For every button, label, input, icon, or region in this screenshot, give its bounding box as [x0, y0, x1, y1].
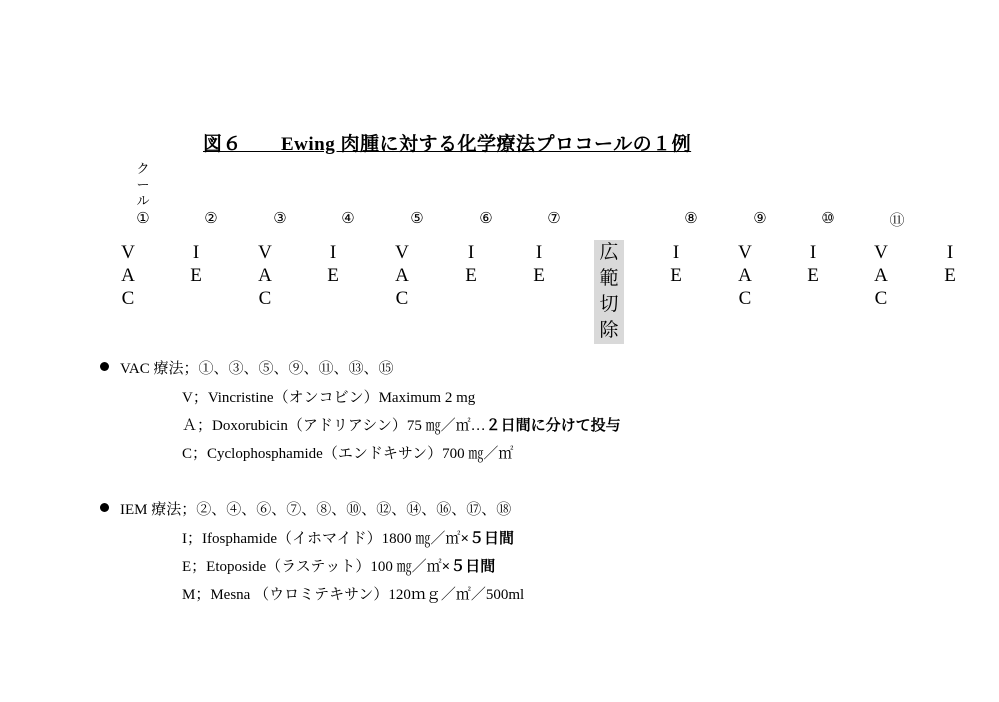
vac-a-line: [182, 414, 621, 435]
regimen-column-vac: [733, 241, 757, 310]
drug-letter: I: [672, 242, 680, 263]
course-number: ⑧: [684, 211, 698, 227]
surgery-char: 広: [599, 242, 619, 263]
drug-letter: I: [467, 242, 475, 263]
regimen-column-vac: [390, 241, 414, 310]
drug-letter: E: [670, 265, 682, 286]
iem-e-text: E；Etoposide（ラステット）100 ㎎／㎡: [182, 559, 442, 575]
wide-resection-block: [594, 240, 624, 344]
regimen-column-ie: [527, 241, 551, 287]
regimen-column-ie: [321, 241, 345, 287]
drug-letter: C: [121, 288, 135, 309]
drug-letter: I: [946, 242, 954, 263]
regimen-column-vac: [116, 241, 140, 310]
drug-letter: A: [121, 265, 135, 286]
drug-letter: A: [874, 265, 888, 286]
course-number: ⑩: [821, 211, 835, 227]
drug-letter: V: [121, 242, 135, 263]
course-number: ①: [136, 211, 150, 227]
course-number: ⑦: [547, 211, 561, 227]
drug-letter: I: [535, 242, 543, 263]
course-number: ⑪: [889, 213, 905, 229]
drug-letter: C: [738, 288, 752, 309]
drug-letter: A: [258, 265, 272, 286]
iem-i-text: I；Ifosphamide（イホマイド）1800 ㎎／㎡: [182, 531, 461, 547]
course-number: ④: [341, 211, 355, 227]
figure-title: 図６ Ewing 肉腫に対する化学療法プロコールの１例: [203, 134, 692, 155]
course-label: [136, 161, 150, 209]
drug-letter: E: [807, 265, 819, 286]
course-label-char: ク: [136, 161, 150, 176]
drug-letter: E: [533, 265, 545, 286]
drug-letter: C: [258, 288, 272, 309]
iem-i-line: [182, 527, 514, 548]
course-number: ②: [204, 211, 218, 227]
drug-letter: V: [874, 242, 888, 263]
surgery-char: 切: [599, 294, 619, 315]
drug-letter: I: [329, 242, 337, 263]
iem-m-line: M；Mesna （ウロミテキサン）120ｍｇ／㎡／500ml: [182, 587, 525, 603]
drug-letter: E: [465, 265, 477, 286]
vac-v-line: V；Vincristine（オンコビン）Maximum 2 mg: [182, 390, 476, 406]
course-number: ③: [273, 211, 287, 227]
iem-i-note: ×５日間: [460, 531, 514, 547]
bullet-icon: [100, 503, 109, 512]
drug-letter: E: [944, 265, 956, 286]
course-number: ⑤: [410, 211, 424, 227]
drug-letter: V: [395, 242, 409, 263]
surgery-char: 範: [599, 268, 619, 289]
drug-letter: A: [738, 265, 752, 286]
regimen-column-vac: [869, 241, 893, 310]
vac-c-line: C；Cyclophosphamide（エンドキサン）700 ㎎／㎡: [182, 446, 514, 462]
drug-letter: E: [190, 265, 202, 286]
regimen-column-vac: [253, 241, 277, 310]
regimen-column-ie: [801, 241, 825, 287]
vac-a-text: Ａ；Doxorubicin（アドリアシン）75 ㎎／㎡…: [182, 418, 486, 434]
drug-letter: I: [809, 242, 817, 263]
drug-letter: I: [192, 242, 200, 263]
drug-letter: E: [327, 265, 339, 286]
iem-e-note: ×５日間: [441, 559, 496, 575]
regimen-column-ie: [938, 241, 962, 287]
iem-heading: IEM 療法；②、④、⑥、⑦、⑧、⑩、⑫、⑭、⑯、⑰、⑱: [120, 502, 512, 518]
course-label-char: ー: [136, 177, 150, 192]
course-label-char: ル: [136, 193, 150, 208]
drug-letter: C: [395, 288, 409, 309]
course-number: ⑨: [753, 211, 767, 227]
iem-e-line: [182, 555, 495, 576]
drug-letter: V: [258, 242, 272, 263]
surgery-char: 除: [599, 320, 619, 341]
drug-letter: V: [738, 242, 752, 263]
regimen-column-ie: [184, 241, 208, 287]
regimen-column-ie: [664, 241, 688, 287]
course-number: ⑥: [479, 211, 493, 227]
vac-a-note: ２日間に分けて投与: [485, 418, 621, 434]
bullet-icon: [100, 362, 109, 371]
regimen-column-ie: [459, 241, 483, 287]
drug-letter: A: [395, 265, 409, 286]
drug-letter: C: [874, 288, 888, 309]
vac-heading: VAC 療法；①、③、⑤、⑨、⑪、⑬、⑮: [120, 361, 394, 377]
